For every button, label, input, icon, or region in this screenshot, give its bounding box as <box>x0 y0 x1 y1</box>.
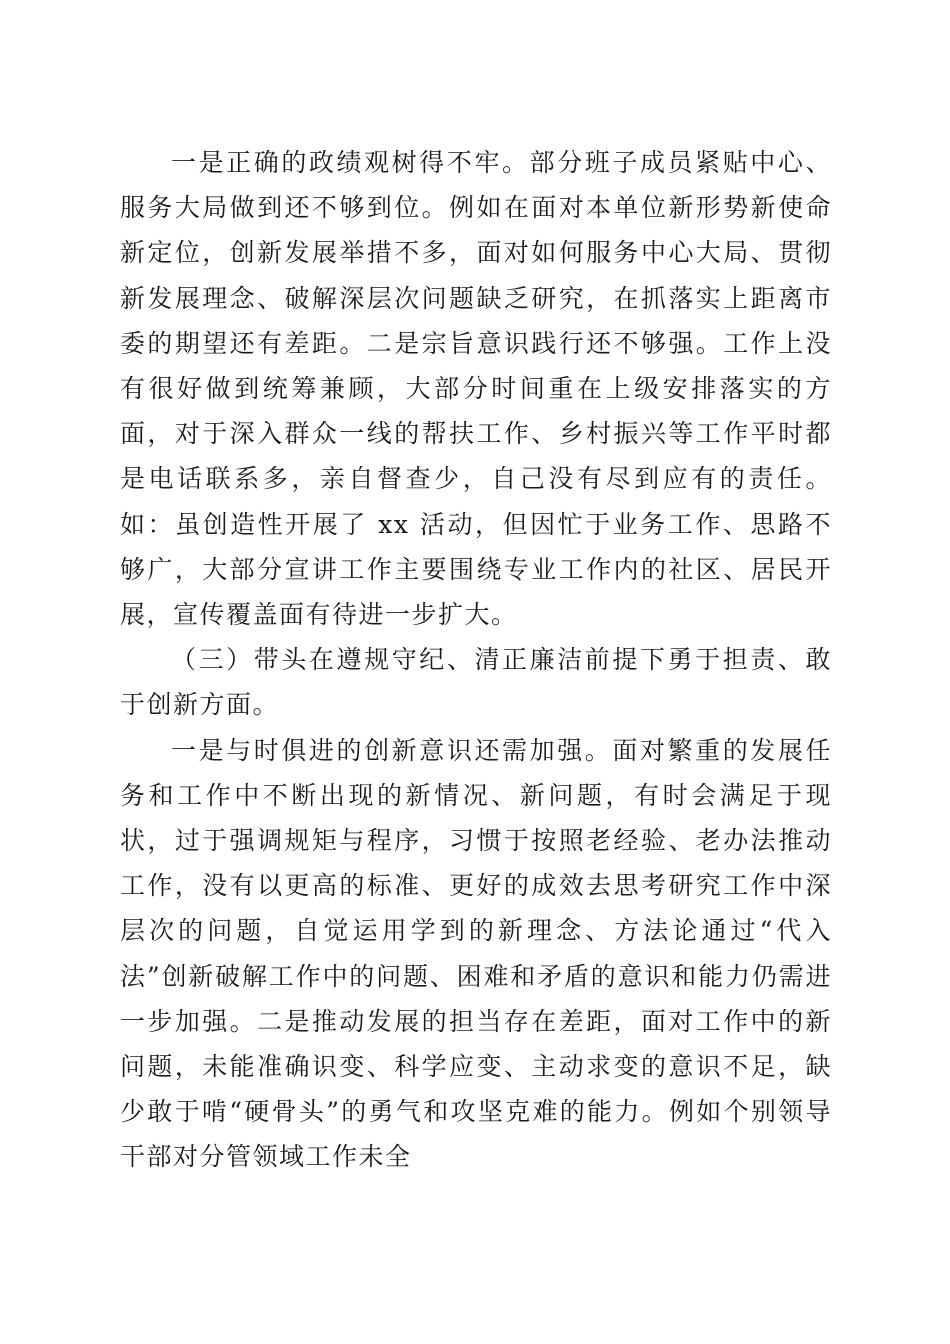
paragraph-2 <box>120 728 832 1180</box>
paragraph-1-body: 部分班子成员紧贴中心、服务大局做到还不够到位。例如在面对本单位新形势新使命新定位，创新发展举措不多，面对如何服务中心大局、贯彻新发展理念、破解深层次问题缺乏研究，在抓落实上距离市委的期望还有差距。二是宗旨意识践行还不够强。工作上没有很好做到统筹兼顾，大部分时间重在上级安排落实的方面，对于深入群众一线的帮扶工作、乡村振兴等工作平时都是电话联系多，亲自督查少，自己没有尽到应有的责任。如：虽创造性开展了 xx 活动，但因忙于业务工作、思路不够广，大部分宣讲工作主要围绕专业工作内的社区、居民开展，宣传覆盖面有待进一步扩大。 <box>120 148 832 630</box>
paragraph-1-lead: 一是正确的政绩观树得不牢。 <box>171 148 530 177</box>
paragraph-2-lead: 一是与时俱进的创新意识还需加强。 <box>171 735 613 765</box>
paragraph-2-body: 面对繁重的发展任务和工作中不断出现的新情况、新问题，有时会满足于现状，过于强调规矩与程序，习惯于按照老经验、老办法推动工作，没有以更高的标准、更好的成效去思考研究工作中深层次的问题，自觉运用学到的新理念、方法论通过“代入法”创新破解工作中的问题、困难和矛盾的意识和能力仍需进一步加强。二是推动发展的担当存在差距，面对工作中的新问题，未能准确识变、科学应变、主动求变的意识不足，缺少敢于啃“硬骨头”的勇气和攻坚克难的能力。例如个别领导干部对分管领域工作未全 <box>120 735 832 1172</box>
section-heading: （三）带头在遵规守纪、清正廉洁前提下勇于担责、敢于创新方面。 <box>120 645 832 720</box>
document-body <box>120 140 832 1180</box>
paragraph-1 <box>120 140 832 637</box>
